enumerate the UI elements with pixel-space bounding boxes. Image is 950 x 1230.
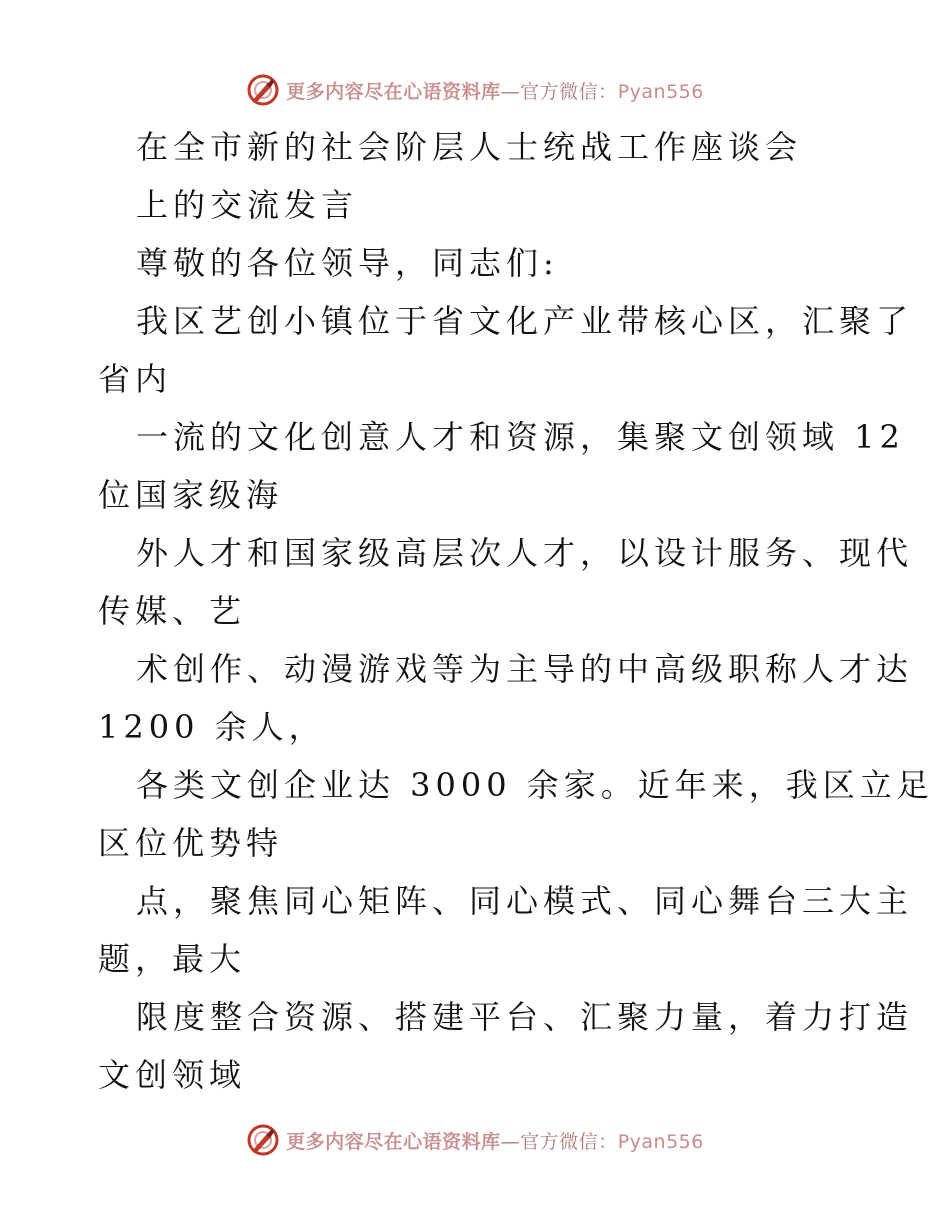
footer-banner: [0, 1120, 950, 1160]
text-line: 在全市新的社会阶层人士统战工作座谈会: [136, 128, 803, 166]
text-line: 术创作、动漫游戏等为主导的中高级职称人才达: [136, 650, 914, 688]
text-line: 文创领域: [98, 1056, 247, 1094]
pen-logo-icon: [246, 1123, 280, 1157]
text-line: 各类文创企业达 3000 余家。近年来，我区立足: [136, 766, 934, 804]
text-line: 上的交流发言: [136, 186, 359, 224]
banner-wechat-label: —官方微信：: [500, 1130, 618, 1153]
banner-main-text: 更多内容尽在心语资料库: [286, 80, 501, 103]
banner-text: [286, 77, 704, 104]
banner-main-text: 更多内容尽在心语资料库: [286, 1130, 501, 1153]
text-line: 一流的文化创意人才和资源，集聚文创领域 12: [136, 418, 905, 456]
text-line: 省内: [98, 360, 173, 398]
text-line: 限度整合资源、搭建平台、汇聚力量，着力打造: [136, 998, 914, 1036]
pen-logo-icon: [246, 73, 280, 107]
text-line: 1200 余人，: [98, 708, 326, 746]
banner-wechat-id: Pyan556: [617, 1130, 704, 1153]
text-line: 点，聚焦同心矩阵、同心模式、同心舞台三大主: [136, 882, 914, 920]
banner-text: [286, 1127, 704, 1154]
text-line: 外人才和国家级高层次人才，以设计服务、现代: [136, 534, 914, 572]
text-line: 我区艺创小镇位于省文化产业带核心区，汇聚了: [136, 302, 914, 340]
banner-wechat-id: Pyan556: [617, 80, 704, 103]
text-line: 位国家级海: [98, 476, 284, 514]
banner-wechat-label: —官方微信：: [500, 80, 618, 103]
text-line: 传媒、艺: [98, 592, 247, 630]
text-line: 题，最大: [98, 940, 247, 978]
header-banner: [0, 70, 950, 110]
text-line: 区位优势特: [98, 824, 284, 862]
text-line: 尊敬的各位领导，同志们:: [136, 244, 559, 282]
